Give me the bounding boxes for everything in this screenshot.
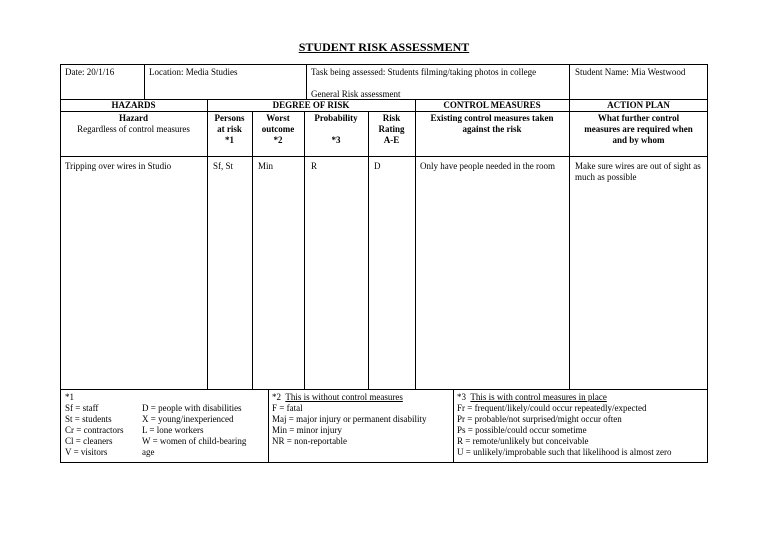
section-action-plan: ACTION PLAN [607,100,670,110]
location-field: Location: Media Studies [149,67,238,77]
cell-persons: Sf, St [213,161,234,171]
cell-control-measures: Only have people needed in the room [420,161,555,171]
task-field: Task being assessed: Students filming/taking photos in college [311,67,537,77]
cell-risk-rating: D [374,161,381,171]
cell-worst-outcome: Min [258,161,274,171]
cell-action-plan: Make sure wires are out of sight as much as possible [575,161,701,182]
cell-probability: R [311,161,318,171]
date-field: Date: 20/1/16 [65,67,115,77]
section-hazards: HAZARDS [111,100,156,110]
student-name-field: Student Name: Mia Westwood [575,67,686,77]
section-control-measures: CONTROL MEASURES [443,100,541,110]
cell-hazard: Tripping over wires in Studio [65,161,172,171]
page-title: STUDENT RISK ASSESSMENT [298,40,470,54]
task-subtitle: General Risk assessment [311,89,401,99]
section-degree-of-risk: DEGREE OF RISK [272,100,350,110]
